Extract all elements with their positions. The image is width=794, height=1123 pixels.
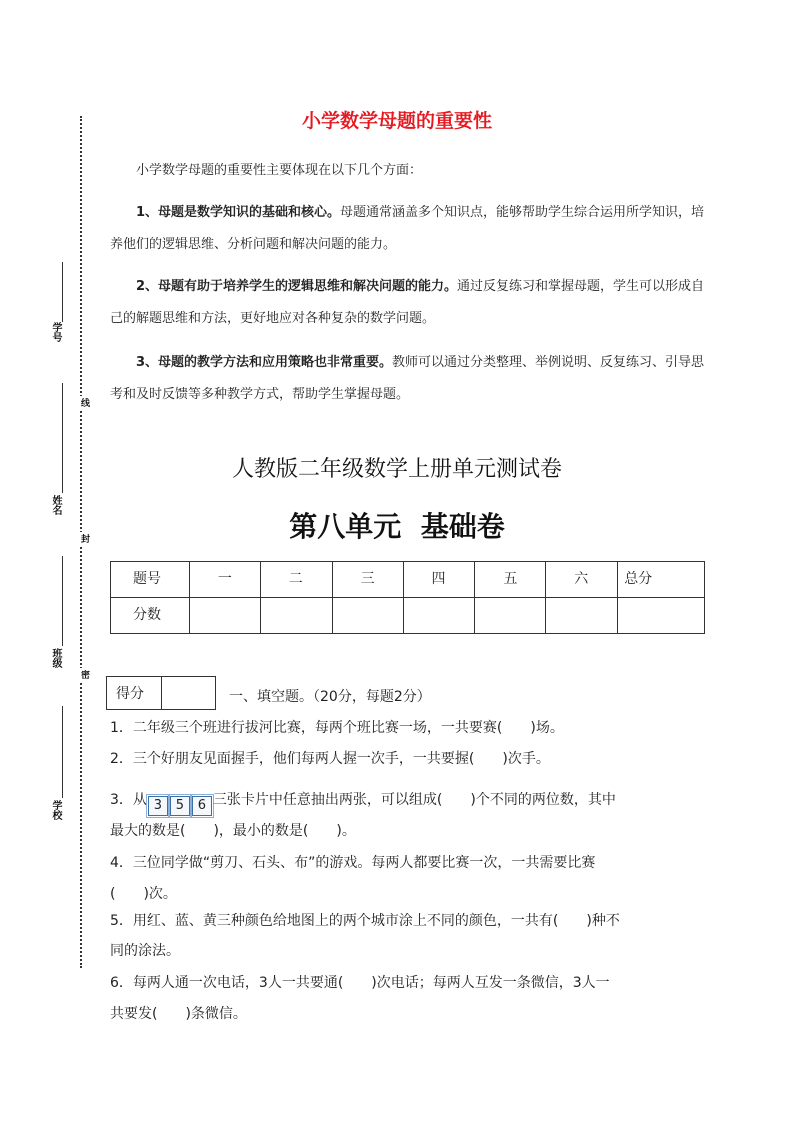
question-4: 4．三位同学做“剪刀、石头、布”的游戏。每两人都要比赛一次，一共需要比赛 — [110, 855, 596, 871]
score-cell[interactable] — [332, 598, 403, 634]
question-1: 1．二年级三个班进行拔河比赛，每两个班比赛一场，一共要赛( )场。 — [110, 720, 564, 736]
score-header-cell: 二 — [260, 562, 332, 598]
score-cell[interactable] — [403, 598, 475, 634]
label-name: 姓名 — [50, 495, 61, 515]
score-table-header-row — [111, 562, 705, 598]
point-1-text: 母题通常涵盖多个知识点，能够帮助学生综合运用所学知识，培养他们的逻辑思维、分析问题和解决问题的能力。 — [110, 205, 705, 252]
score-header-cell: 总分 — [618, 562, 705, 598]
score-row-label: 分数 — [111, 598, 190, 634]
score-table-value-row — [111, 598, 705, 634]
number-card: 3 — [148, 796, 168, 816]
question-5-line-2: 同的涂法。 — [110, 943, 180, 959]
question-6: 6．每两人通一次电话，3人一共要通( )次电话；每两人互发一条微信，3人一 — [110, 975, 610, 991]
blank-line-class — [62, 556, 63, 646]
question-3 — [110, 784, 710, 816]
score-cell[interactable] — [475, 598, 546, 634]
seal-char-seal: 封 — [79, 534, 89, 543]
point-3 — [110, 347, 710, 411]
label-school: 学校 — [50, 800, 61, 820]
section-score-label: 得分 — [116, 686, 144, 702]
article-title: 小学数学母题的重要性 — [301, 110, 492, 132]
score-cell[interactable] — [189, 598, 260, 634]
blank-line-student-id — [62, 262, 63, 322]
seal-char-secret: 密 — [79, 670, 89, 679]
score-header-cell: 题号 — [111, 562, 190, 598]
number-card: 6 — [192, 796, 212, 816]
question-6-line-2: 共要发( )条微信。 — [110, 1006, 247, 1022]
score-cell[interactable] — [546, 598, 618, 634]
score-header-cell: 四 — [403, 562, 475, 598]
point-2-bold: 2、母题有助于培养学生的逻辑思维和解决问题的能力。 — [136, 279, 458, 294]
section-score-box — [106, 676, 216, 710]
score-header-cell: 六 — [546, 562, 618, 598]
question-4-line-2: ( )次。 — [110, 886, 177, 902]
question-3-prefix: 3．从 — [110, 792, 147, 808]
exam-title: 人教版二年级数学上册单元测试卷 — [231, 457, 562, 482]
point-1 — [110, 197, 710, 261]
label-class: 班级 — [50, 648, 61, 668]
blank-line-school — [62, 706, 63, 798]
point-3-text: 教师可以通过分类整理、举例说明、反复练习、引导思考和及时反馈等多种教学方式，帮助学生掌握母题。 — [110, 355, 705, 402]
question-3-line-2: 最大的数是( )，最小的数是( )。 — [110, 823, 356, 839]
score-header-cell: 一 — [189, 562, 260, 598]
score-table — [110, 561, 705, 634]
point-2 — [110, 271, 710, 335]
number-cards — [148, 796, 212, 816]
point-2-text: 通过反复练习和掌握母题，学生可以形成自己的解题思维和方法，更好地应对各种复杂的数学问题。 — [110, 279, 705, 326]
score-cell[interactable] — [618, 598, 705, 634]
score-header-cell: 五 — [475, 562, 546, 598]
number-card: 5 — [170, 796, 190, 816]
section-score-blank[interactable] — [161, 677, 216, 709]
question-3-suffix: 三张卡片中任意抽出两张，可以组成( )个不同的两位数，其中 — [212, 792, 616, 808]
intro-paragraph: 小学数学母题的重要性主要体现在以下几个方面： — [136, 163, 423, 178]
score-cell[interactable] — [260, 598, 332, 634]
label-student-id: 学号 — [50, 322, 61, 342]
seal-char-line: 线 — [79, 398, 89, 407]
question-5: 5．用红、蓝、黄三种颜色给地图上的两个城市涂上不同的颜色，一共有( )种不 — [110, 913, 620, 929]
score-header-cell: 三 — [332, 562, 403, 598]
point-3-bold: 3、母题的教学方法和应用策略也非常重要。 — [136, 355, 393, 370]
question-2: 2．三个好朋友见面握手，他们每两人握一次手，一共要握( )次手。 — [110, 751, 550, 767]
point-1-bold: 1、母题是数学知识的基础和核心。 — [136, 205, 341, 220]
section-heading: 一、填空题。（20分，每题2分） — [229, 689, 431, 705]
unit-title: 第八单元 基础卷 — [289, 510, 505, 543]
